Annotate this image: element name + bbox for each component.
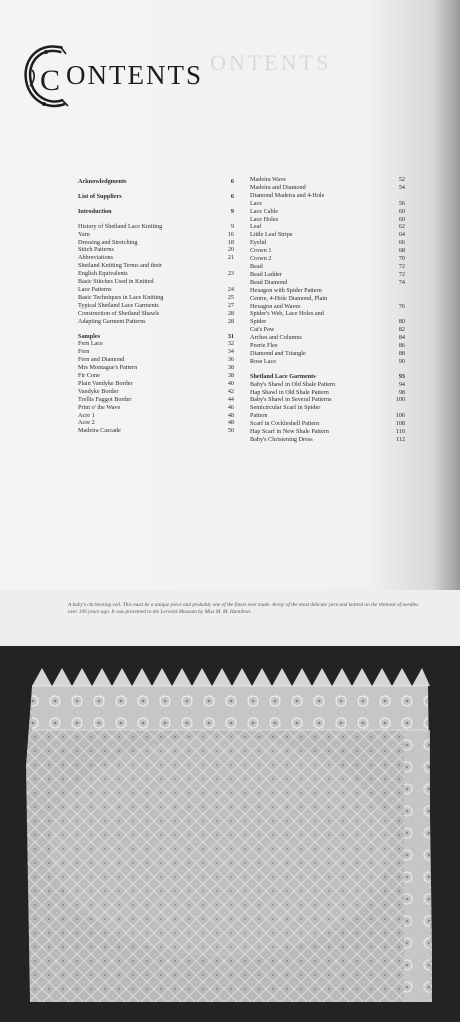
toc-entry [250,389,405,397]
toc-entry [78,348,234,356]
toc-entry-title: Plain Vandyke Border [78,379,133,387]
toc-entry-title: History of Shetland Lace Knitting [78,222,163,230]
toc-entry-title: Baby's Shawl in Old Shale Pattern [250,380,336,388]
toc-entry-title: Lace Cable [250,207,278,215]
toc-page-number: 70 [398,255,405,263]
lace-top-border [32,686,428,730]
toc-entry-title: Fern Lace [78,340,103,348]
toc-page-number: 52 [398,176,405,183]
toc-page-number: 88 [398,349,405,357]
toc-page-number: 46 [227,403,234,411]
toc-entry [78,388,234,396]
toc-spacer [78,326,234,333]
toc-entry-title: Print o' the Wave [78,403,121,411]
toc-entry [250,263,405,271]
toc-entry-title: Typical Shetland Lace Garments [78,301,159,309]
toc-entry [250,239,405,247]
toc-entry [250,271,405,279]
toc-entry-title: Spider's Web, Lace Holes and [250,310,324,318]
toc-page-number: 64 [398,231,405,239]
toc-page-number: 108 [395,420,405,428]
toc-page-number: 18 [227,238,234,246]
toc-page-number: 24 [227,285,234,293]
toc-page-number: 90 [398,357,405,365]
toc-entry [78,340,234,348]
toc-page-number: 9 [230,207,234,215]
toc-spacer [78,186,234,193]
toc-entry [78,278,234,286]
toc-entry [78,318,234,326]
toc-entry [78,254,234,262]
toc-entry [250,255,405,263]
toc-entry-title: Madeira Cascade [78,427,121,435]
toc-entry [250,231,405,239]
toc-entry-title: Lace Holes [250,215,279,223]
toc-entry [78,419,234,427]
toc-entry [250,295,405,303]
toc-page-number: 20 [227,246,234,254]
toc-entry [250,279,405,287]
toc-entry [78,356,234,364]
toc-section-heading [78,208,234,216]
toc-section-heading [78,178,234,186]
toc-entry [250,310,405,318]
toc-entry [250,350,405,358]
toc-entry [250,358,405,366]
toc-entry [250,420,405,428]
toc-page-number: 42 [227,387,234,395]
toc-entry [78,310,234,318]
toc-entry-title: Centre, 4-Hole Diamond, Plain [250,294,328,302]
toc-spacer [78,216,234,223]
toc-page-number: 110 [395,428,405,436]
toc-page-number: 50 [227,427,234,435]
toc-page-number: 28 [227,317,234,325]
toc-entry-title: Cat's Paw [250,326,275,334]
toc-entry-title: Mrs Montague's Pattern [78,364,138,372]
toc-entry [78,380,234,388]
toc-entry-title: Yarn [78,230,90,238]
toc-entry-title: Scarf in Cockleshell Pattern [250,420,320,428]
toc-entry [250,334,405,342]
toc-entry [78,231,234,239]
toc-page-number: 32 [227,340,234,348]
toc-page-number: 34 [227,348,234,356]
toc-entry-title: Bead Diamond [250,278,288,286]
toc-entry [78,364,234,372]
toc-entry-title: Shetland Knitting Terms and their [78,262,163,270]
toc-entry-title: Fern and Diamond [78,356,125,364]
toc-entry [78,427,234,435]
toc-page-number: 98 [398,388,405,396]
toc-page-number: 112 [395,436,405,443]
toc-entry-title: Crown 2 [250,255,272,263]
toc-page-number: 25 [227,293,234,301]
toc-entry-title: Eyelid [250,239,267,247]
toc-page-number: 38 [227,372,234,380]
toc-entry [250,412,405,420]
toc-page-number: 94 [398,380,405,388]
toc-page-number: 44 [227,395,234,403]
toc-entry [78,239,234,247]
ornamental-dropcap [22,40,72,114]
toc-entry-title: Diamond Madeira and 4-Hole [250,191,325,199]
toc-entry-title: Stitch Patterns [78,246,114,254]
toc-entry-title: Basic Techniques in Lace Knitting [78,293,164,301]
toc-entry [78,294,234,302]
toc-page-number: 16 [227,230,234,238]
toc-page-number: 72 [398,262,405,270]
toc-page-number: 23 [227,270,234,278]
toc-entry-title: Madeira and Diamond [250,183,306,191]
toc-entry [250,436,405,444]
toc-page-number: 74 [398,278,405,286]
toc-entry [250,342,405,350]
toc-entry-title: Spider [250,318,267,326]
toc-entry-title: Shetland Lace Garments [250,372,316,380]
toc-entry-title: Crown 1 [250,247,272,255]
toc-entry [78,270,234,278]
toc-entry-title: Lace Patterns [78,285,112,293]
toc-entry [250,428,405,436]
toc-page-number: 56 [398,199,405,207]
toc-entry [250,184,405,192]
toc-entry-title: English Equivalents [78,270,128,278]
toc-page-number: 6 [230,178,234,185]
toc-page-number: 38 [227,364,234,372]
toc-page-number: 93 [398,372,405,380]
toc-entry-title: Leaf [250,223,262,231]
toc-entry [250,208,405,216]
toc-entry-title: Hap Shawl in Old Shale Pattern [250,388,329,396]
toc-entry-title: Adapting Garment Patterns [78,317,146,325]
toc-page-number: 48 [227,411,234,419]
toc-entry-title: Rose Lace [250,357,276,365]
toc-entry-title: Trellis Faggot Border [78,395,132,403]
lace-side-border [404,730,430,1002]
toc-page-number: 6 [230,192,234,200]
toc-page-number: 36 [227,356,234,364]
toc-page-number: 80 [398,318,405,326]
toc-page-number: 21 [227,254,234,262]
toc-entry-title: Fir Cone [78,372,100,380]
toc-entry-title: Acknowledgments [78,178,127,185]
toc-entry [78,302,234,310]
title-text: ONTENTS [66,60,203,90]
toc-page-number: 28 [227,309,234,317]
toc-section-heading [78,333,234,341]
toc-page-number: 60 [398,207,405,215]
toc-page-number: 82 [398,326,405,334]
toc-entry [250,326,405,334]
toc-entry-title: Arches and Columns [250,334,302,342]
toc-entry [250,223,405,231]
toc-entry-title: Semicircular Scarf in Spider [250,404,321,412]
toc-page-number: 66 [398,239,405,247]
toc-entry [250,381,405,389]
toc-entry-title: Baby's Christening Dress [250,436,313,443]
toc-page-number: 60 [398,215,405,223]
toc-entry-title: List of Suppliers [78,192,122,200]
toc-entry-title: Vandyke Border [78,387,119,395]
toc-page-number: 106 [395,412,405,420]
toc-entry [250,247,405,255]
toc-entry-title: Bead [250,262,263,270]
toc-entry [78,404,234,412]
toc-entry-title: Madeira Wave [250,176,286,183]
toc-page-number: 72 [398,270,405,278]
toc-entry-title: Pattern [250,412,268,420]
toc-right-column [250,176,405,444]
toc-page-number: 31 [227,332,234,340]
toc-page-number: 76 [398,302,405,310]
toc-page-number: 84 [398,334,405,342]
toc-entry-title: Acre 1 [78,411,95,419]
toc-entry [78,372,234,380]
toc-page-number: 48 [227,419,234,427]
toc-page-number: 9 [230,222,234,230]
toc-entry [78,412,234,420]
toc-entry-title: Fern [78,348,90,356]
toc-entry-title: Abbreviations [78,254,114,262]
christening-veil-image [0,646,460,1022]
toc-entry [250,303,405,311]
toc-entry [250,404,405,412]
vandyke-edge [32,668,430,686]
show-through-text: ONTENTS [210,50,332,75]
toc-page-number: 40 [227,379,234,387]
toc-entry-title: Peerie Flee [250,342,278,350]
toc-entry [78,246,234,254]
dropcap-letter: C [40,64,61,97]
toc-spacer [250,366,405,373]
toc-page-number: 86 [398,342,405,350]
toc-entry-title: Little Leaf Stripe [250,231,293,239]
toc-entry-title: Bead Ladder [250,270,282,278]
photo-caption: A baby's christening veil. This must be a unique piece and probably one of the finest ever made. Array of the most delicate yarn and knitted on the thinnest of needles over 100 years ago. It was presented to the Lerwick Museum by Miss M. M. Hamilton. [68,602,419,616]
toc-left-column [78,178,234,435]
toc-section-heading [250,373,405,381]
toc-entry [250,287,405,295]
toc-entry-title: Diamond and Triangle [250,349,306,357]
toc-entry [250,318,405,326]
toc-entry-title: Lace [250,199,263,207]
toc-entry [78,262,234,270]
toc-entry [78,286,234,294]
toc-entry-title: Basic Stitches Used in Knitted [78,278,154,286]
toc-entry-title: Baby's Shawl in Several Patterns [250,396,332,404]
toc-entry-title: Dressing and Stretching [78,238,138,246]
toc-entry-title: Construction of Shetland Shawls [78,309,160,317]
toc-entry-title: Acre 2 [78,419,95,427]
toc-entry-title: Hap Scarf in New Shale Pattern [250,428,329,436]
toc-entry [78,396,234,404]
toc-entry-title: Hexagon with Spider Pattern [250,286,322,294]
toc-entry [250,216,405,224]
toc-section-heading [78,193,234,201]
toc-page-number: 62 [398,223,405,231]
toc-entry-title: Introduction [78,207,112,215]
toc-entry [78,223,234,231]
toc-page-number: 27 [227,301,234,309]
toc-entry-title: Hexagon and Waves [250,302,301,310]
toc-entry [250,176,405,184]
shawl-photo [0,646,460,1022]
toc-page-number: 68 [398,247,405,255]
toc-spacer [78,201,234,208]
toc-page-number: 100 [395,396,405,404]
toc-entry [250,200,405,208]
toc-entry-title: Samples [78,332,101,340]
toc-entry [250,396,405,404]
toc-entry [250,192,405,200]
toc-page-number: 54 [398,183,405,191]
